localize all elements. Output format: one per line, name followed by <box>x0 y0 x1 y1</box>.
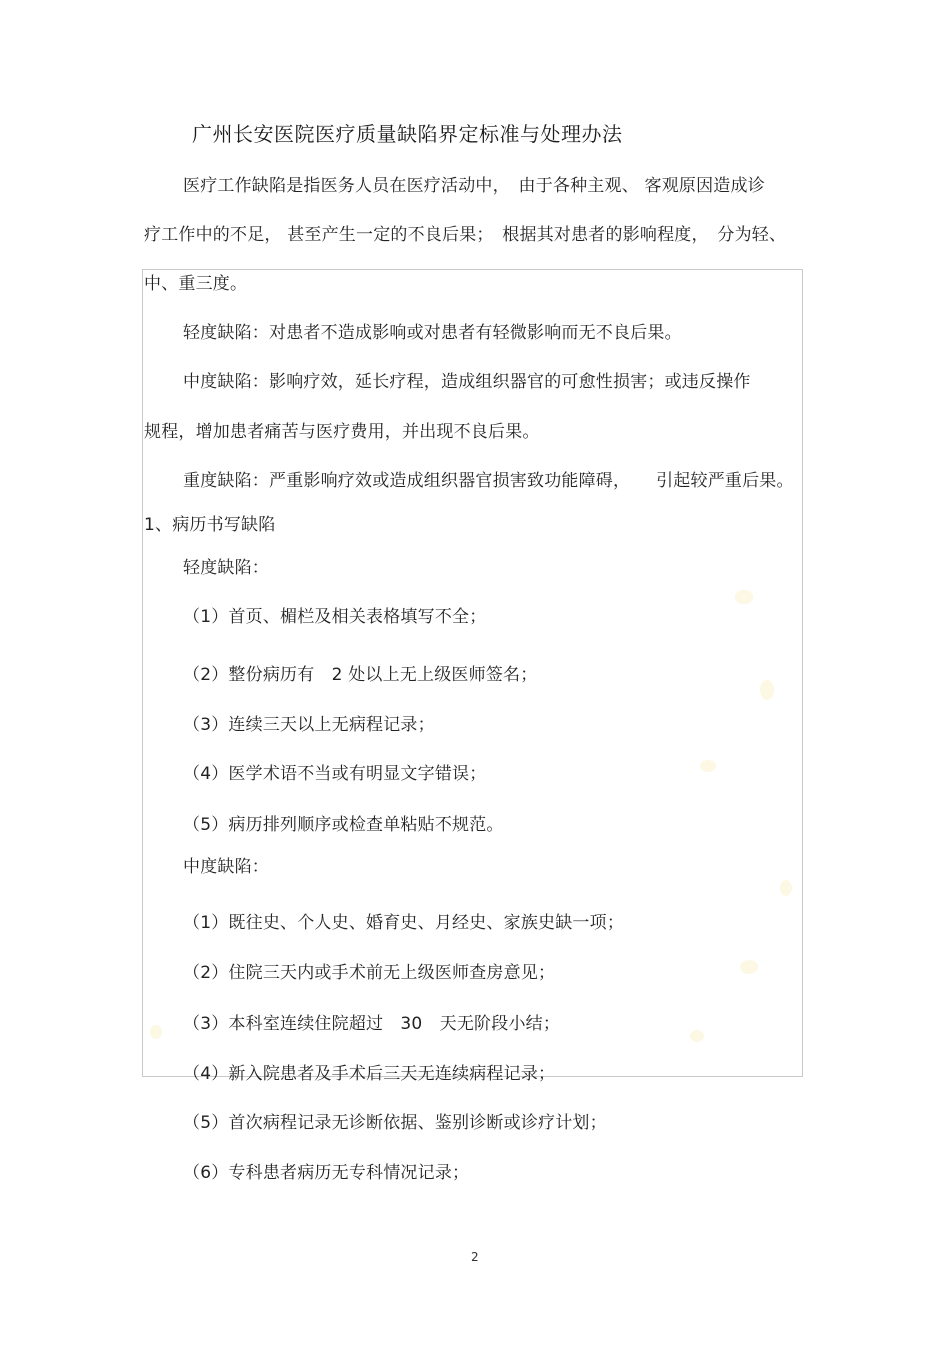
moderate-defect-definition-line-2: 规程，增加患者痛苦与医疗费用，并出现不良后果。 <box>144 422 540 442</box>
mild-defect-item: （1）首页、楣栏及相关表格填写不全； <box>183 607 487 627</box>
moderate-defect-item: （1）既往史、个人史、婚育史、月经史、家族史缺一项； <box>183 913 625 933</box>
intro-paragraph-line-1: 医疗工作缺陷是指医务人员在医疗活动中， 由于各种主观、 客观原因造成诊 <box>183 176 765 196</box>
document-title: 广州长安医院医疗质量缺陷界定标准与处理办法 <box>192 122 623 146</box>
background-speck <box>735 590 753 604</box>
moderate-defect-item: （6）专科患者病历无专科情况记录； <box>183 1163 470 1183</box>
moderate-defect-definition-line-1: 中度缺陷：影响疗效，延长疗程，造成组织器官的可愈性损害；或违反操作 <box>183 372 751 392</box>
mild-defect-item: （3）连续三天以上无病程记录； <box>183 715 435 735</box>
mild-defects-heading: 轻度缺陷： <box>183 558 269 578</box>
moderate-defect-item: （2）住院三天内或手术前无上级医师查房意见； <box>183 963 556 983</box>
mild-defect-item: （5）病历排列顺序或检查单粘贴不规范。 <box>183 815 504 835</box>
mild-defect-definition: 轻度缺陷：对患者不造成影响或对患者有轻微影响而无不良后果。 <box>183 323 682 343</box>
moderate-defects-heading: 中度缺陷： <box>183 857 269 877</box>
background-speck <box>690 1030 704 1042</box>
background-speck <box>740 960 758 974</box>
moderate-defect-item: （3）本科室连续住院超过 30 天无阶段小结； <box>183 1014 561 1034</box>
background-speck <box>760 680 774 700</box>
intro-paragraph-line-2: 疗工作中的不足， 甚至产生一定的不良后果； 根据其对患者的影响程度， 分为轻、 <box>144 225 787 245</box>
background-speck <box>150 1025 162 1039</box>
moderate-defect-item: （4）新入院患者及手术后三天无连续病程记录； <box>183 1064 556 1084</box>
mild-defect-item: （2）整份病历有 2 处以上无上级医师签名； <box>183 665 538 685</box>
page-number: 2 <box>471 1250 479 1264</box>
intro-paragraph-line-3: 中、重三度。 <box>144 274 248 294</box>
severe-defect-definition: 重度缺陷：严重影响疗效或造成组织器官损害致功能障碍， 引起较严重后果。 <box>183 471 794 491</box>
background-speck <box>700 760 716 772</box>
moderate-defect-item: （5）首次病程记录无诊断依据、鉴别诊断或诊疗计划； <box>183 1113 607 1133</box>
background-speck <box>780 880 792 896</box>
mild-defect-item: （4）医学术语不当或有明显文字错误； <box>183 764 487 784</box>
section-1-heading: 1、病历书写缺陷 <box>144 515 276 535</box>
